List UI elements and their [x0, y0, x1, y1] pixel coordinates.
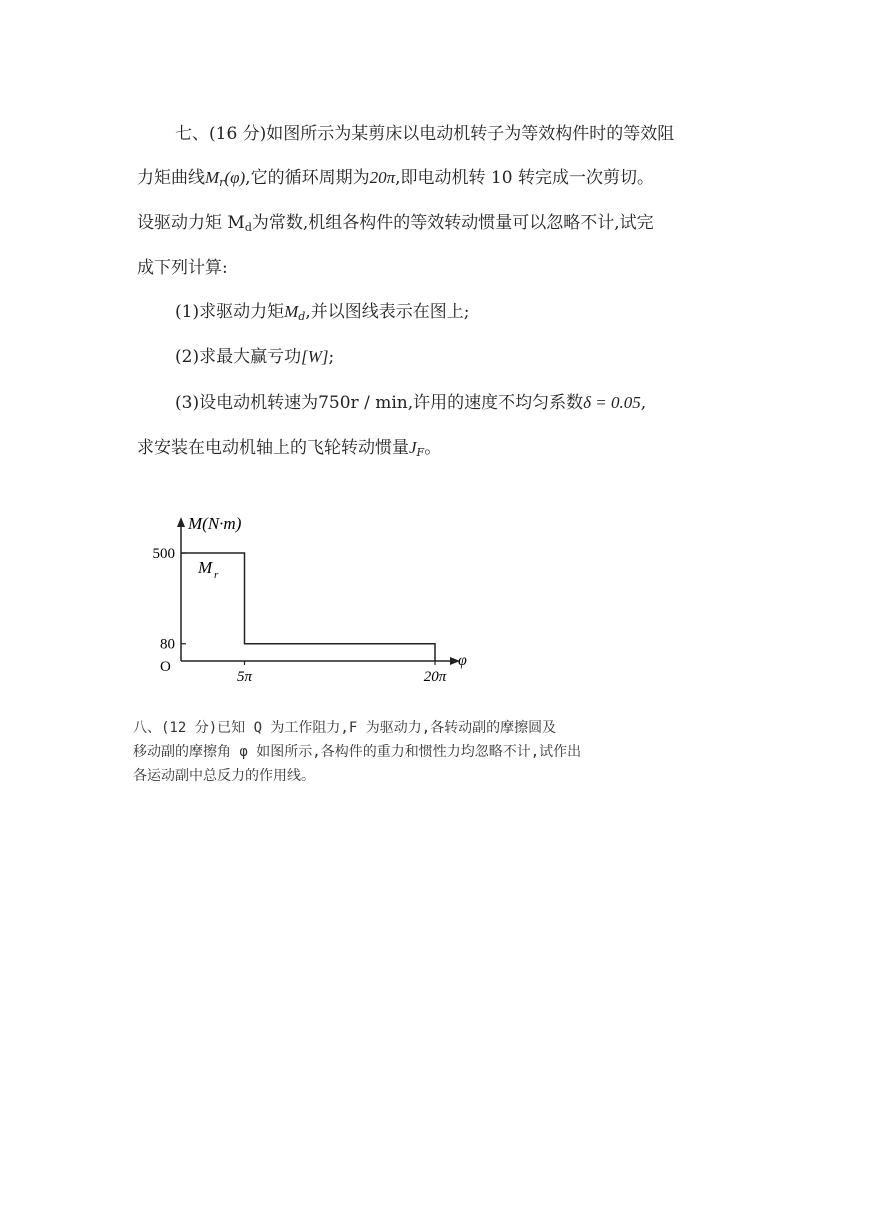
series-label-main: M — [198, 558, 213, 577]
text-span: 为常数,机组各构件的等效转动惯量可以忽略不计,试完 — [251, 213, 654, 233]
axis-ticks — [153, 546, 447, 685]
problem7-item3 — [175, 392, 646, 414]
text-span: 求安装在电动机轴上的飞轮转动惯量 — [137, 438, 409, 458]
text-span: ; — [328, 347, 335, 367]
text-span: ,并以图线表示在图上; — [305, 302, 470, 322]
problem7-item2 — [175, 346, 334, 368]
moment-chart — [140, 505, 480, 695]
math-subscript: d — [298, 310, 306, 323]
problem8-heading: 八、(12 分)已知 Q 为工作阻力,F 为驱动力,各转动副的摩擦圆及 — [133, 720, 557, 736]
math-symbol-M: M — [205, 168, 220, 187]
problem7-line1 — [175, 123, 674, 145]
series-mr-label — [197, 558, 219, 581]
problem7-line2 — [137, 167, 654, 194]
math-symbol-M: M — [284, 302, 299, 321]
text-span: 力矩曲线 — [137, 168, 205, 188]
x-tick-label-20: 20π — [423, 669, 447, 685]
text-span: ,即电动机转 10 转完成一次剪切。 — [395, 168, 654, 188]
problem7-heading: 七、(16 分)如图所示为某剪床以电动机转子为等效构件时的等效阻 — [175, 124, 675, 144]
math-speed: 750r / min — [318, 393, 408, 413]
math-subscript: F — [416, 446, 425, 459]
y-axis-label: M(N·m) — [188, 514, 242, 533]
text-span: (3)设电动机转速为 — [175, 393, 319, 413]
math-symbol-J: J — [409, 438, 417, 457]
text-span: 移动副的摩擦角 φ 如图所示,各构件的重力和惯性力均忽略不计,试作出 — [133, 744, 582, 760]
problem7-line4 — [137, 257, 228, 279]
math-subscript: d — [244, 221, 252, 234]
math-period: 20π — [369, 168, 396, 187]
math-delta: δ = 0.05 — [583, 393, 641, 412]
origin-label: O — [160, 659, 171, 675]
text-span: (2)求最大赢亏功 — [175, 347, 302, 367]
y-tick-label-80: 80 — [160, 636, 175, 653]
math-W: [W] — [301, 347, 329, 366]
text-span: (1)求驱动力矩 — [175, 302, 285, 322]
math-argument: (φ) — [224, 168, 246, 187]
text-span: 各运动副中总反力的作用线。 — [133, 768, 315, 784]
math-subscript: r — [219, 176, 225, 189]
text-span: ,许用的速度不均匀系数 — [407, 393, 584, 413]
text-span: ,它的循环周期为 — [245, 168, 370, 188]
text-span: , — [640, 393, 647, 413]
series-mr-line — [181, 553, 435, 661]
x-axis-label: φ — [458, 652, 467, 669]
problem8-line1 — [133, 718, 556, 738]
series-label-sub: r — [214, 569, 219, 581]
problem7-line3 — [137, 212, 654, 239]
problem8-line2 — [133, 742, 581, 762]
text-span: 设驱动力矩 M — [137, 213, 245, 233]
problem8-line3 — [133, 766, 315, 786]
y-tick-label-500: 500 — [152, 546, 175, 562]
problem7-item1 — [175, 301, 469, 328]
y-axis-arrow-icon — [177, 517, 185, 527]
problem7-line8 — [137, 437, 441, 464]
x-tick-label-5: 5π — [236, 669, 253, 685]
text-span: 。 — [424, 438, 442, 458]
text-span: 成下列计算: — [137, 258, 228, 278]
